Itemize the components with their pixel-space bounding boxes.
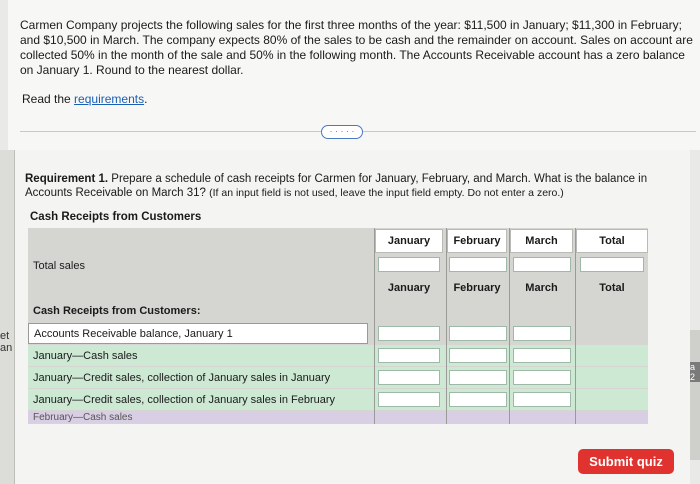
requirement-heading: Requirement 1. — [25, 173, 109, 185]
ar-balance-february-input[interactable] — [449, 326, 507, 341]
section-label: Cash Receipts from Customers: — [33, 305, 201, 317]
requirement-body: Prepare a schedule of cash receipts for Carmen for January, February, and March. What is the balance in Accounts Receivable on March 31? — [25, 173, 648, 199]
total-sales-january-input[interactable] — [378, 257, 440, 272]
total-sales-february-input[interactable] — [449, 257, 507, 272]
column-divider — [374, 228, 375, 424]
col-header-january: January — [375, 229, 443, 253]
col-header-total-2: Total — [599, 282, 625, 294]
row-label: February—Cash sales — [33, 412, 133, 423]
column-divider — [575, 228, 576, 424]
problem-text: Carmen Company projects the following sales for the first three months of the year: $11,500 in January; $11,300 in February; and $10,500 in March. The company expects 80% of the sales to be cash and the remainder on account. Sales on account are collected 50% in the month of the sale and 50% in the following month. The Accounts Receivable account has a zero balance on January 1. Round to the nearest dollar. — [20, 18, 693, 77]
total-sales-label: Total sales — [33, 260, 85, 272]
col-header-february-2: February — [453, 282, 501, 294]
ar-balance-january-input[interactable] — [378, 326, 440, 341]
expand-button[interactable]: · · · · · — [321, 125, 363, 139]
right-edge-panel — [690, 330, 700, 460]
read-prefix: Read the — [22, 92, 75, 106]
col-header-march: March — [510, 229, 573, 253]
read-requirements-line — [22, 92, 147, 106]
table-row — [28, 367, 648, 388]
col-header-february: February — [447, 229, 507, 253]
read-suffix: . — [144, 92, 148, 106]
column-divider — [446, 228, 447, 424]
requirement-text — [25, 172, 665, 200]
column-divider — [509, 228, 510, 424]
jan-credit-jan-january-input[interactable] — [378, 370, 440, 385]
left-edge-panel — [0, 150, 15, 484]
right-edge-text: a 2 — [690, 362, 700, 382]
row-label: January—Credit sales, collection of January sales in February — [33, 393, 336, 406]
ar-balance-march-input[interactable] — [513, 326, 571, 341]
requirement-note: (If an input field is not used, leave the input field empty. Do not enter a zero.) — [209, 187, 564, 199]
row-label: January—Credit sales, collection of January sales in January — [33, 371, 331, 384]
table-row — [28, 254, 648, 278]
jan-cash-march-input[interactable] — [513, 348, 571, 363]
jan-cash-february-input[interactable] — [449, 348, 507, 363]
jan-credit-feb-march-input[interactable] — [513, 392, 571, 407]
table-row — [28, 411, 648, 423]
col-header-march-2: March — [525, 282, 558, 294]
table-row — [28, 323, 648, 344]
table-row — [28, 345, 648, 366]
jan-cash-january-input[interactable] — [378, 348, 440, 363]
table-row — [28, 389, 648, 410]
col-header-total: Total — [576, 229, 648, 253]
submit-quiz-button[interactable]: Submit quiz — [578, 449, 674, 474]
table-row — [28, 300, 648, 322]
jan-credit-feb-february-input[interactable] — [449, 392, 507, 407]
row-label: January—Cash sales — [33, 349, 138, 362]
total-sales-march-input[interactable] — [513, 257, 571, 272]
jan-credit-feb-january-input[interactable] — [378, 392, 440, 407]
requirements-link[interactable]: requirements — [74, 92, 145, 106]
jan-credit-jan-february-input[interactable] — [449, 370, 507, 385]
table-header-row — [28, 279, 648, 299]
table-header-row — [28, 229, 648, 253]
left-edge-text: et an — [0, 330, 13, 354]
schedule-title: Cash Receipts from Customers — [30, 211, 202, 223]
jan-credit-jan-march-input[interactable] — [513, 370, 571, 385]
col-header-january-2: January — [387, 282, 431, 294]
total-sales-total-input[interactable] — [580, 257, 644, 272]
row-label: Accounts Receivable balance, January 1 — [28, 323, 368, 344]
